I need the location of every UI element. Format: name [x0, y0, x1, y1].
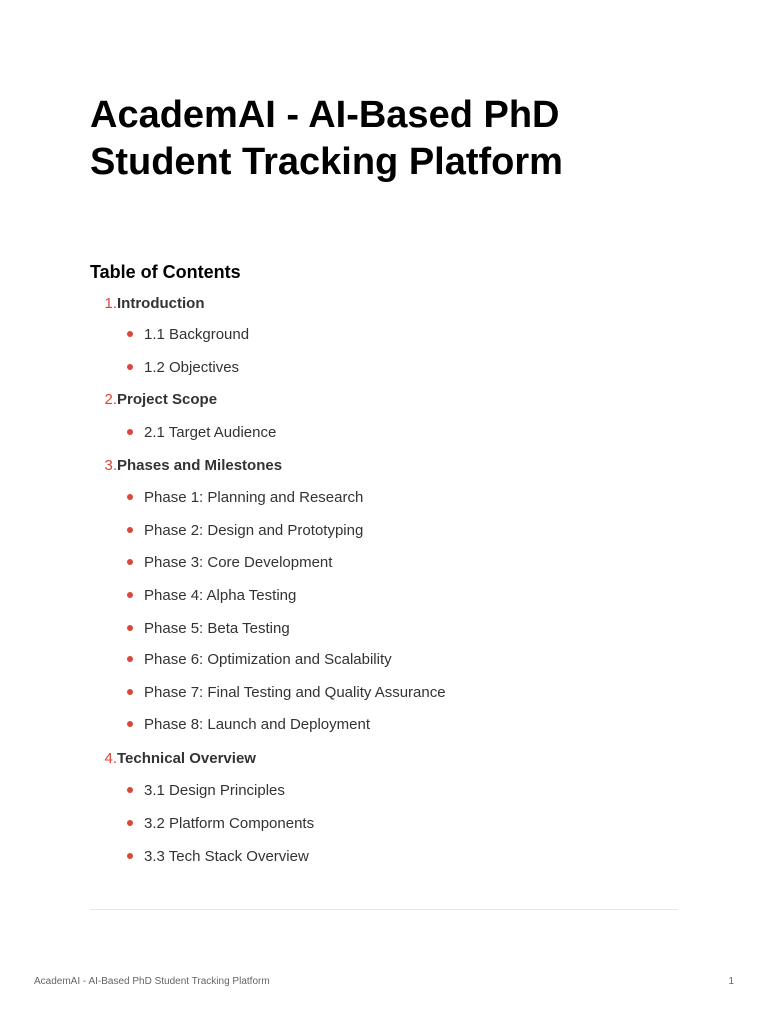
toc-section-phases-and-milestones[interactable]	[90, 455, 282, 477]
bullet-icon	[127, 527, 133, 533]
bullet-icon	[127, 559, 133, 565]
toc-item[interactable]	[127, 682, 446, 704]
bullet-icon	[127, 787, 133, 793]
toc-item[interactable]	[127, 846, 309, 868]
bullet-icon	[127, 689, 133, 695]
toc-item-label: 3.2 Platform Components	[144, 815, 315, 832]
toc-item-label: Phase 7: Final Testing and Quality Assurance	[144, 684, 446, 701]
toc-item[interactable]	[127, 813, 314, 835]
toc-item[interactable]	[127, 357, 239, 379]
bullet-icon	[127, 429, 133, 435]
toc-section-label: Phases and Milestones	[117, 457, 283, 474]
toc-item-label: 1.2 Objectives	[144, 359, 240, 376]
bullet-icon	[127, 494, 133, 500]
toc-item[interactable]	[127, 649, 392, 671]
toc-item[interactable]	[127, 780, 285, 802]
toc-item-label: Phase 4: Alpha Testing	[144, 587, 297, 604]
bullet-icon	[127, 364, 133, 370]
toc-heading: Table of Contents	[90, 262, 241, 282]
toc-item-label: 3.3 Tech Stack Overview	[144, 848, 309, 865]
bullet-icon	[127, 331, 133, 337]
document-title: AcademAI - AI-Based PhD Student Tracking Platform	[90, 94, 563, 183]
toc-item[interactable]	[127, 324, 249, 346]
toc-item-label: Phase 3: Core Development	[144, 554, 333, 571]
toc-item[interactable]	[127, 618, 290, 640]
bullet-icon	[127, 625, 133, 631]
bullet-icon	[127, 853, 133, 859]
toc-item[interactable]	[127, 714, 370, 736]
bullet-icon	[127, 820, 133, 826]
toc-item-label: 3.1 Design Principles	[144, 782, 285, 799]
footer-document-title: AcademAI - AI-Based PhD Student Tracking Platform	[34, 976, 270, 987]
toc-item[interactable]	[127, 422, 276, 444]
toc-section-label: Technical Overview	[117, 750, 256, 767]
toc-section-project-scope[interactable]	[90, 389, 217, 411]
toc-section-number: 2.	[104, 391, 117, 408]
toc-item-label: Phase 8: Launch and Deployment	[144, 716, 370, 733]
toc-section-introduction[interactable]	[90, 293, 204, 315]
footer-divider	[90, 909, 678, 910]
toc-item[interactable]	[127, 585, 296, 607]
bullet-icon	[127, 592, 133, 598]
toc-item-label: Phase 6: Optimization and Scalability	[144, 651, 392, 668]
toc-section-label: Introduction	[117, 295, 205, 312]
toc-item-label: Phase 2: Design and Prototyping	[144, 522, 364, 539]
toc-item-label: Phase 1: Planning and Research	[144, 489, 364, 506]
toc-item-label: 1.1 Background	[144, 326, 250, 343]
toc-item[interactable]	[127, 520, 363, 542]
footer-page-number: 1	[728, 976, 734, 987]
toc-item-label: 2.1 Target Audience	[144, 424, 277, 441]
toc-section-technical-overview[interactable]	[90, 748, 256, 770]
toc-item[interactable]	[127, 552, 332, 574]
toc-section-label: Project Scope	[117, 391, 218, 408]
toc-section-number: 1.	[104, 295, 117, 312]
toc-section-number: 3.	[104, 457, 117, 474]
bullet-icon	[127, 656, 133, 662]
toc-section-number: 4.	[104, 750, 117, 767]
bullet-icon	[127, 721, 133, 727]
toc-item[interactable]	[127, 487, 363, 509]
toc-item-label: Phase 5: Beta Testing	[144, 620, 290, 637]
